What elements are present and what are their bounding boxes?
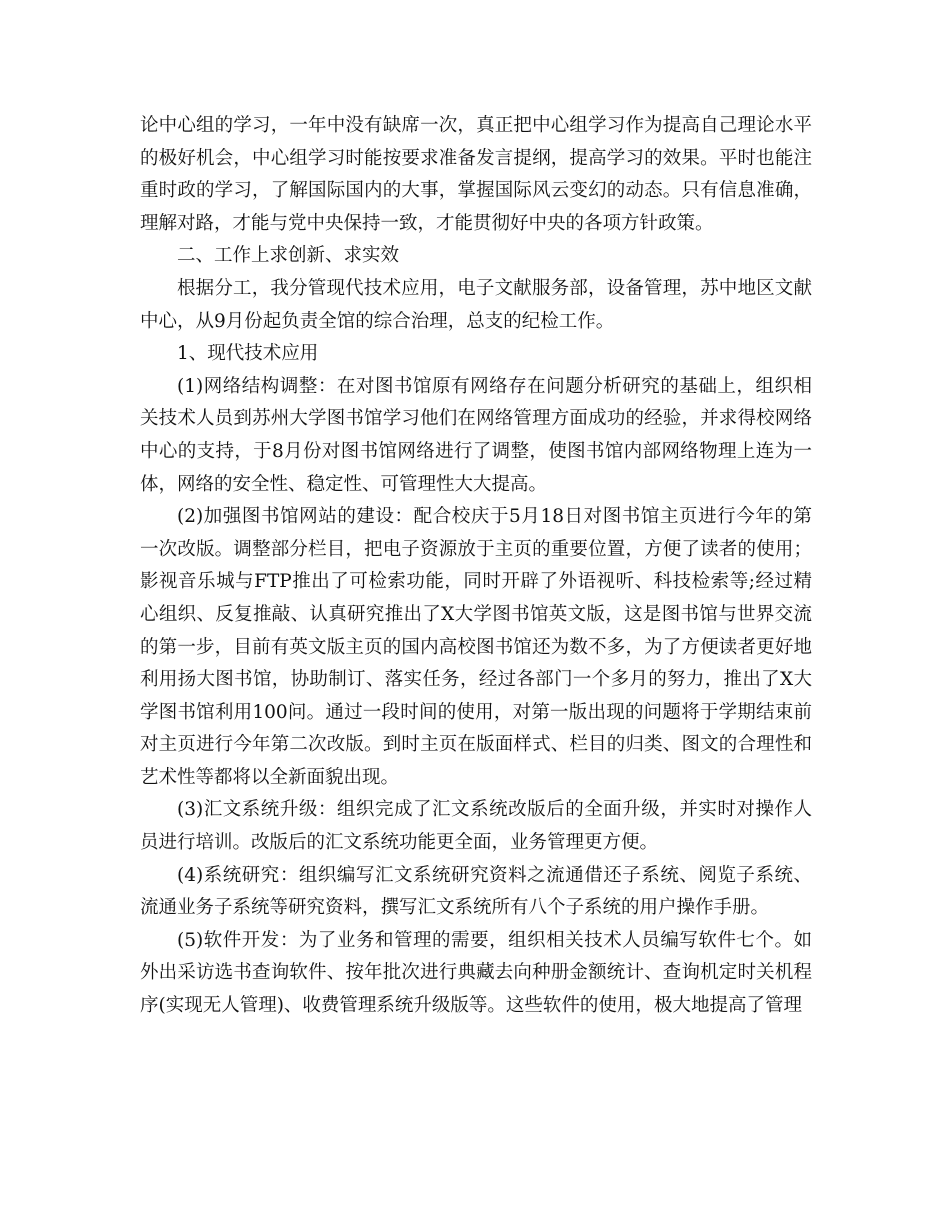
paragraph-5: (2)加强图书馆网站的建设：配合校庆于5月18日对图书馆主页进行今年的第一次改版。调整部分栏目，把电子资源放于主页的重要位置，方便了读者的使用；影视音乐城与FTP推出了可检索功能，同时开辟了外语视听、科技检索等;经过精心组织、反复推敲、认真研究推出了X大学图书馆英文版，这是图书馆与世界交流的第一步，目前有英文版主页的国内高校图书馆还为数不多，为了方便读者更好地利用扬大图书馆，协助制订、落实任务，经过各部门一个多月的努力，推出了X大学图书馆利用100问。通过一段时间的使用，对第一版出现的问题将于学期结束前对主页进行今年第二次改版。到时主页在版面样式、栏目的归类、图文的合理性和艺术性等都将以全新面貌出现。 (140, 506, 812, 788)
paragraph-8: (5)软件开发：为了业务和管理的需要，组织相关技术人员编写软件七个。如外出采访选书查询软件、按年批次进行典藏去向种册金额统计、查询机定时关机程序(实现无人管理)、收费管理系统升级版等。这些软件的使用，极大地提高了管理 (140, 929, 812, 1017)
paragraph-0: 论中心组的学习，一年中没有缺席一次，真正把中心组学习作为提高自己理论水平的极好机会，中心组学习时能按要求准备发言提纲，提高学习的效果。平时也能注重时政的学习，了解国际国内的大事，掌握国际风云变幻的动态。只有信息准确，理解对路，才能与党中央保持一致，才能贯彻好中央的各项方针政策。 (140, 115, 812, 234)
paragraph-7: (4)系统研究：组织编写汇文系统研究资料之流通借还子系统、阅览子系统、流通业务子系统等研究资料，撰写汇文系统所有八个子系统的用户操作手册。 (140, 864, 812, 919)
paragraph-3-subheading: 1、现代技术应用 (177, 343, 319, 365)
document-page (140, 110, 812, 1023)
paragraph-6: (3)汇文系统升级：组织完成了汇文系统改版后的全面升级，并实时对操作人员进行培训。改版后的汇文系统功能更全面，业务管理更方便。 (140, 799, 812, 854)
paragraph-4: (1)网络结构调整：在对图书馆原有网络存在问题分析研究的基础上，组织相关技术人员到苏州大学图书馆学习他们在网络管理方面成功的经验，并求得校网络中心的支持，于8月份对图书馆网络进行了调整，使图书馆内部网络物理上连为一体，网络的安全性、稳定性、可管理性大大提高。 (140, 375, 812, 495)
paragraph-2: 根据分工，我分管现代技术应用，电子文献服务部，设备管理，苏中地区文献中心，从9月份起负责全馆的综合治理，总支的纪检工作。 (140, 277, 812, 332)
paragraph-1-section-heading: 二、工作上求创新、求实效 (177, 245, 400, 267)
